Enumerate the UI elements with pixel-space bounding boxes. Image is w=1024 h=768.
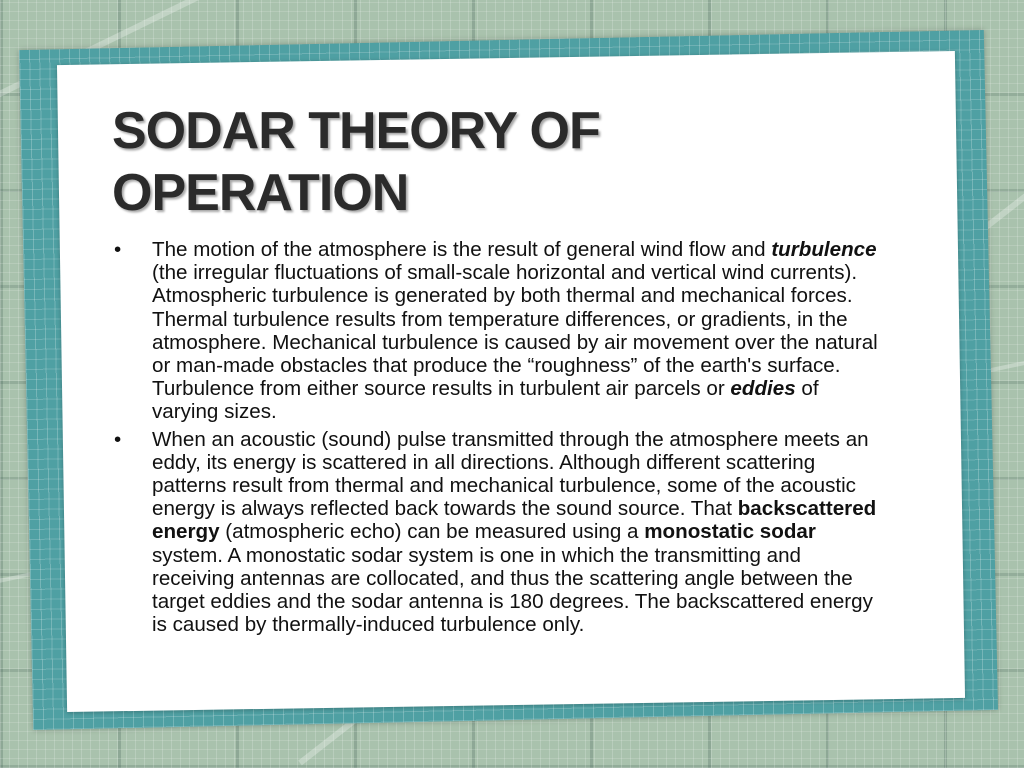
title-line-2: OPERATION xyxy=(112,164,409,222)
slide-content xyxy=(112,100,882,640)
bullet-list xyxy=(112,238,882,636)
bullet-text: When an acoustic (sound) pulse transmitted through the atmosphere meets an eddy, its energy is scattered in all directions. Although different scattering patterns result from thermal and mechanical turbulence, some of the acoustic energy is always reflected back towards the sound source. That xyxy=(152,427,869,521)
bullet-text: The motion of the atmosphere is the result of general wind flow and xyxy=(152,238,772,261)
term-eddies: eddies xyxy=(730,377,796,401)
bullet-text: system. A monostatic sodar system is one in which the transmitting and receiving antennas are collocated, and thus the scattering angle between the target eddies and the sodar antenna is 180 degrees. The backscattered energy is caused by thermally-induced turbulence only. xyxy=(152,543,873,637)
bullet-icon: • xyxy=(114,427,122,451)
slide-title xyxy=(112,100,882,224)
bullet-icon: • xyxy=(114,238,122,261)
bullet-text: (the irregular fluctuations of small-scale horizontal and vertical wind currents). Atmospheric turbulence is generated by both thermal and mechanical forces. Thermal turbulence results from temperature differences, or gradients, in the atmosphere. Mechanical turbulence is caused by air movement over the natural or man-made obstacles that produce the “roughness” of the earth's surface. Turbulence from either source results in turbulent air parcels or xyxy=(152,261,878,401)
bullet-item-backscatter xyxy=(112,428,882,637)
term-backscattered-energy: backscattered energy xyxy=(152,497,877,544)
bullet-text: of varying sizes. xyxy=(152,377,819,424)
bullet-item-turbulence xyxy=(112,238,882,424)
term-monostatic-sodar: monostatic sodar xyxy=(644,520,816,544)
title-line-1: SODAR THEORY OF xyxy=(112,102,600,160)
term-turbulence: turbulence xyxy=(771,238,877,261)
bullet-text: (atmospheric echo) can be measured using a xyxy=(219,520,645,544)
